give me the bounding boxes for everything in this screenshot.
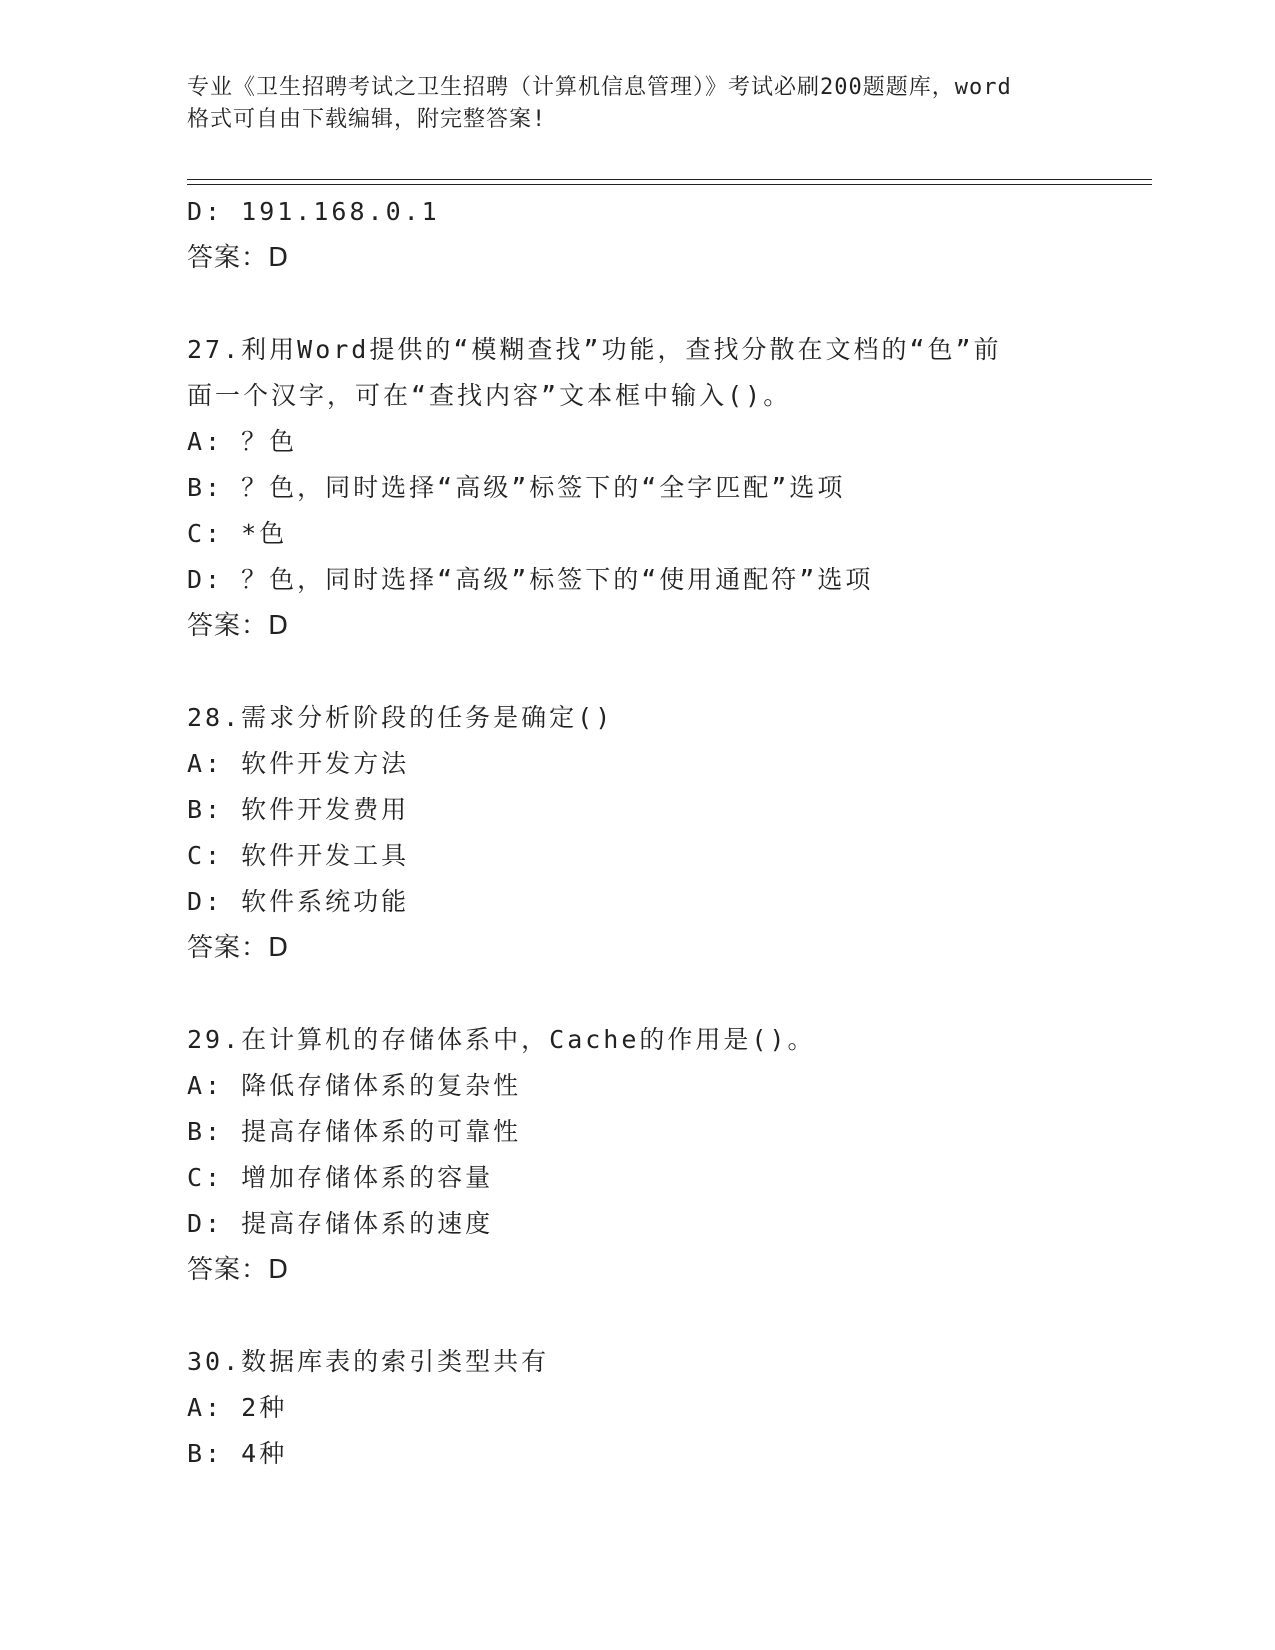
option-a: A: 2种 xyxy=(187,1393,288,1422)
question-text: 28.需求分析阶段的任务是确定() xyxy=(187,703,614,732)
header-divider-top xyxy=(187,179,1152,180)
question-text: 30.数据库表的索引类型共有 xyxy=(187,1347,550,1376)
answer-line: 答案：D xyxy=(187,1255,290,1285)
header-title-line-1: 专业《卫生招聘考试之卫生招聘（计算机信息管理）》考试必刷200题题库，word xyxy=(187,75,1012,100)
question-text-line-2: 面一个汉字，可在“查找内容”文本框中输入()。 xyxy=(187,381,792,410)
option-d: D: ？色，同时选择“高级”标签下的“使用通配符”选项 xyxy=(187,565,874,594)
question-block-30 xyxy=(187,1339,1147,1477)
answer-line: 答案：D xyxy=(187,611,290,641)
question-text-line-1: 27.利用Word提供的“模糊查找”功能，查找分散在文档的“色”前 xyxy=(187,335,1002,364)
question-text: 29.在计算机的存储体系中，Cache的作用是()。 xyxy=(187,1025,816,1054)
question-list xyxy=(187,189,1147,1477)
option-b: B: 软件开发费用 xyxy=(187,795,410,824)
option-b: B: ？色，同时选择“高级”标签下的“全字匹配”选项 xyxy=(187,473,846,502)
option-c: C: *色 xyxy=(187,519,288,548)
option-d: D: 提高存储体系的速度 xyxy=(187,1209,494,1238)
header-divider-bottom xyxy=(187,184,1152,185)
spacer xyxy=(187,281,1147,327)
question-block-27 xyxy=(187,327,1147,649)
spacer xyxy=(187,649,1147,695)
spacer xyxy=(187,971,1147,1017)
option-a: A: ？色 xyxy=(187,427,298,456)
answer-line: 答案：D xyxy=(187,933,290,963)
question-block-28 xyxy=(187,695,1147,971)
option-a: A: 软件开发方法 xyxy=(187,749,410,778)
header-title-line-2: 格式可自由下载编辑，附完整答案! xyxy=(187,107,547,132)
option-c: C: 增加存储体系的容量 xyxy=(187,1163,494,1192)
option-b: B: 4种 xyxy=(187,1439,288,1468)
question-block-previous xyxy=(187,189,1147,281)
question-block-29 xyxy=(187,1017,1147,1293)
option-c: C: 软件开发工具 xyxy=(187,841,410,870)
answer-line: 答案：D xyxy=(187,243,290,273)
spacer xyxy=(187,1293,1147,1339)
option-b: B: 提高存储体系的可靠性 xyxy=(187,1117,522,1146)
option-d: D: 软件系统功能 xyxy=(187,887,410,916)
option-d: D: 191.168.0.1 xyxy=(187,197,440,226)
option-a: A: 降低存储体系的复杂性 xyxy=(187,1071,522,1100)
document-header xyxy=(187,72,1087,136)
